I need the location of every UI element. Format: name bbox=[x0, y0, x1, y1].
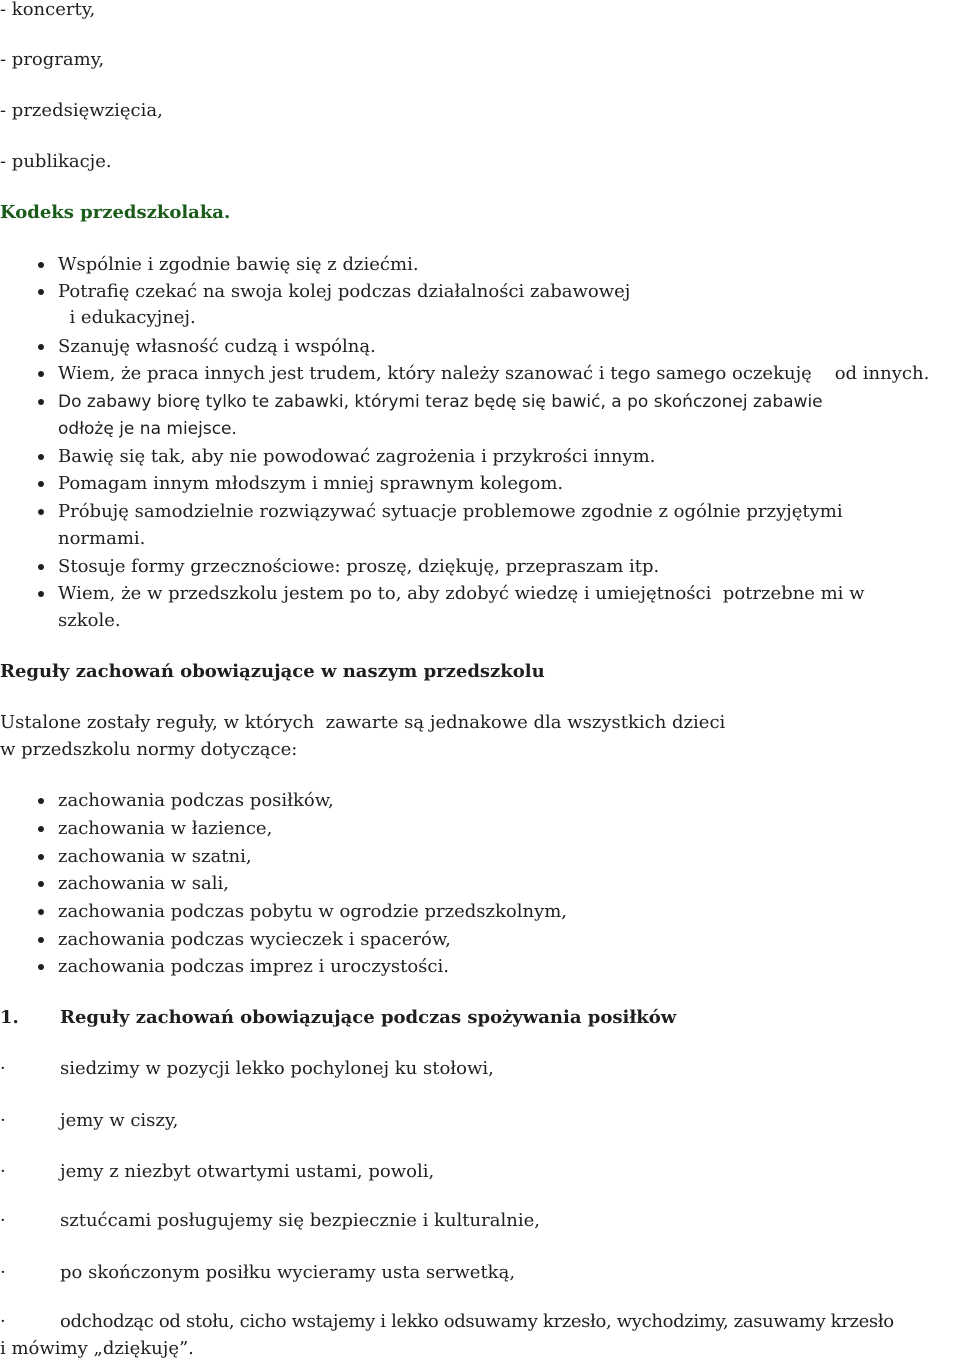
reguly-item-2: zachowania w łazience, bbox=[58, 818, 273, 839]
section1-item-6: · odchodząc od stołu, cicho wstajemy i lekko odsuwamy krzesło, wychodzimy, zasuwamy krzesło bbox=[0, 1309, 894, 1335]
kodeks-item-10: Wiem, że w przedszkolu jestem po to, aby zdobyć wiedzę i umiejętności potrzebne mi w bbox=[58, 583, 865, 604]
reguly-item-4: zachowania w sali, bbox=[58, 873, 229, 894]
bullet-icon bbox=[38, 826, 44, 832]
reguly-title: Reguły zachowań obowiązujące w naszym przedszkolu bbox=[0, 661, 545, 682]
bullet-icon bbox=[38, 881, 44, 887]
reguly-item-3: zachowania w szatni, bbox=[58, 846, 252, 867]
section1-item-1: · siedzimy w pozycji lekko pochylonej ku stołowi, bbox=[0, 1056, 494, 1082]
kodeks-item-4: Wiem, że praca innych jest trudem, który należy szanować i tego samego oczekuję od innych. bbox=[58, 363, 930, 384]
bullet-icon bbox=[38, 371, 44, 377]
section1-number: 1. bbox=[0, 1007, 19, 1028]
kodeks-item-2: Potrafię czekać na swoja kolej podczas działalności zabawowej bbox=[58, 281, 631, 302]
kodeks-item-8-cont: normami. bbox=[58, 528, 146, 549]
dot-marker: · bbox=[0, 1262, 6, 1283]
reguly-item-6: zachowania podczas wycieczek i spacerów, bbox=[58, 929, 451, 950]
reguly-intro-line2: w przedszkolu normy dotyczące: bbox=[0, 739, 298, 760]
bullet-icon bbox=[38, 909, 44, 915]
kodeks-title: Kodeks przedszkolaka. bbox=[0, 202, 231, 223]
bullet-icon bbox=[38, 454, 44, 460]
kodeks-item-6: Bawię się tak, aby nie powodować zagrożenia i przykrości innym. bbox=[58, 446, 656, 467]
section1-item-5: · po skończonym posiłku wycieramy usta serwetką, bbox=[0, 1260, 515, 1286]
bullet-icon bbox=[38, 481, 44, 487]
section1-title: Reguły zachowań obowiązujące podczas spożywania posiłków bbox=[60, 1007, 677, 1028]
dash-item-programy: - programy, bbox=[0, 49, 105, 70]
dot-marker: · bbox=[0, 1210, 6, 1231]
kodeks-item-1: Wspólnie i zgodnie bawię się z dziećmi. bbox=[58, 254, 419, 275]
section1-heading bbox=[0, 1005, 676, 1031]
section1-item-2: · jemy w ciszy, bbox=[0, 1108, 178, 1134]
kodeks-item-3: Szanuję własność cudzą i wspólną. bbox=[58, 336, 376, 357]
dash-item-przedsiewziecia: - przedsięwzięcia, bbox=[0, 100, 163, 121]
bullet-icon bbox=[38, 591, 44, 597]
dot-marker: · bbox=[0, 1058, 6, 1079]
bullet-icon bbox=[38, 344, 44, 350]
dash-item-koncerty: - koncerty, bbox=[0, 0, 96, 20]
kodeks-item-9: Stosuje formy grzecznościowe: proszę, dziękuję, przepraszam itp. bbox=[58, 556, 660, 577]
bullet-icon bbox=[38, 937, 44, 943]
kodeks-item-8: Próbuję samodzielnie rozwiązywać sytuacje problemowe zgodnie z ogólnie przyjętymi bbox=[58, 501, 843, 522]
bullet-icon bbox=[38, 289, 44, 295]
kodeks-item-5: Do zabawy biorę tylko te zabawki, którymi teraz będę się bawić, a po skończonej zabawie bbox=[58, 392, 823, 412]
section1-item-6-cont: i mówimy „dziękuję”. bbox=[0, 1338, 194, 1359]
bullet-icon bbox=[38, 798, 44, 804]
bullet-icon bbox=[38, 399, 44, 405]
kodeks-item-5-cont: odłożę je na miejsce. bbox=[58, 419, 237, 439]
reguly-item-1: zachowania podczas posiłków, bbox=[58, 790, 334, 811]
bullet-icon bbox=[38, 564, 44, 570]
section1-item-3: · jemy z niezbyt otwartymi ustami, powoli, bbox=[0, 1159, 434, 1185]
bullet-icon bbox=[38, 854, 44, 860]
section1-item-4: · sztućcami posługujemy się bezpiecznie i kulturalnie, bbox=[0, 1208, 540, 1234]
bullet-icon bbox=[38, 964, 44, 970]
dot-marker: · bbox=[0, 1161, 6, 1182]
kodeks-item-7: Pomagam innym młodszym i mniej sprawnym kolegom. bbox=[58, 473, 564, 494]
bullet-icon bbox=[38, 262, 44, 268]
kodeks-item-2-cont: i edukacyjnej. bbox=[58, 307, 196, 328]
dot-marker: · bbox=[0, 1110, 6, 1131]
dash-item-publikacje: - publikacje. bbox=[0, 151, 112, 172]
dot-marker: · bbox=[0, 1311, 6, 1332]
reguly-item-7: zachowania podczas imprez i uroczystości. bbox=[58, 956, 449, 977]
kodeks-item-10-cont: szkole. bbox=[58, 610, 121, 631]
bullet-icon bbox=[38, 509, 44, 515]
reguly-intro-line1: Ustalone zostały reguły, w których zawarte są jednakowe dla wszystkich dzieci bbox=[0, 712, 726, 733]
reguly-item-5: zachowania podczas pobytu w ogrodzie przedszkolnym, bbox=[58, 901, 568, 922]
